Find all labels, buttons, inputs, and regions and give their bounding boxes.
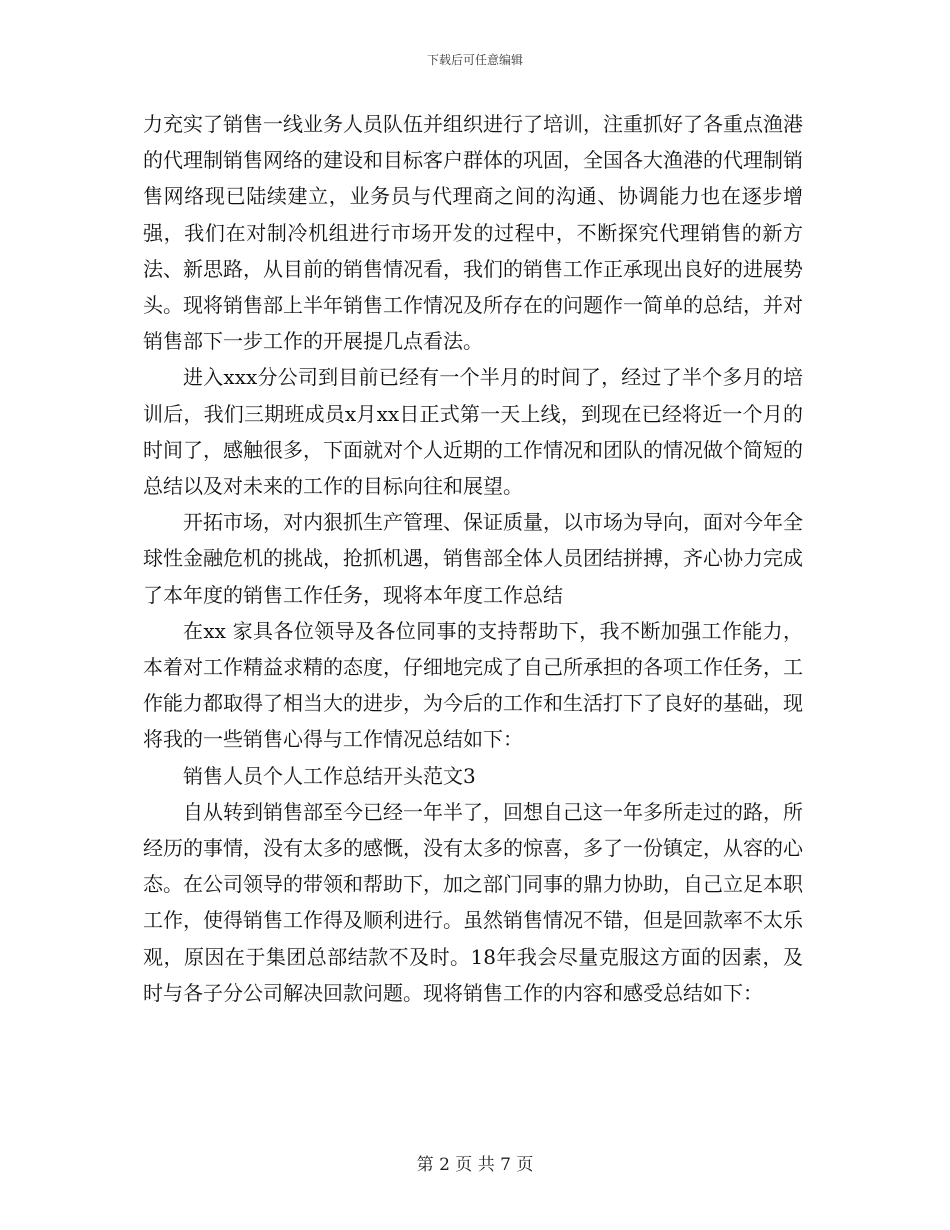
page-number-footer: 第 2 页 共 7 页 xyxy=(416,1155,534,1175)
page-header: 下载后可任意编辑 xyxy=(426,53,523,67)
section-heading: 销售人员个人工作总结开头范文3 xyxy=(183,763,476,788)
paragraph: 自从转到销售部至今已经一年半了，回想自己这一年多所走过的路，所经历的事情，没有太多的感慨，没有太多的惊喜，多了一份镇定，从容的心态。在公司领导的带领和帮助下，加之部门同事的鼎力协助，自己立足本职工作，使得销售工作得及顺利进行。虽然销售情况不错，但是回款率不太乐观，原因在于集团总部结款不及时。18年我会尽量克服这方面的因素，及时与各子分公司解决回款问题。现将销售工作的内容和感受总结如下： xyxy=(143,799,803,1005)
paragraph: 进入xxx分公司到目前已经有一个半月的时间了，经过了半个多月的培训后，我们三期班成员x月xx日正式第一天上线，到现在已经将近一个月的时间了，感触很多，下面就对个人近期的工作情况和团队的情况做个简短的总结以及对未来的工作的目标向往和展望。 xyxy=(143,365,803,499)
paragraph: 在xx 家具各位领导及各位同事的支持帮助下，我不断加强工作能力，本着对工作精益求精的态度，仔细地完成了自己所承担的各项工作任务，工作能力都取得了相当大的进步，为今后的工作和生活打下了良好的基础，现将我的一些销售心得与工作情况总结如下： xyxy=(143,618,803,752)
paragraph-continuation: 力充实了销售一线业务人员队伍并组织进行了培训，注重抓好了各重点渔港的代理制销售网络的建设和目标客户群体的巩固，全国各大渔港的代理制销售网络现已陆续建立，业务员与代理商之间的沟通、协调能力也在逐步增强，我们在对制冷机组进行市场开发的过程中，不断探究代理销售的新方法、新思路，从目前的销售情况看，我们的销售工作正承现出良好的进展势头。现将销售部上半年销售工作情况及所存在的问题作一简单的总结，并对销售部下一步工作的开展提几点看法。 xyxy=(143,112,803,354)
document-body xyxy=(143,106,803,1011)
paragraph: 开拓市场，对内狠抓生产管理、保证质量，以市场为导向，面对今年全球性金融危机的挑战，抢抓机遇，销售部全体人员团结拼搏，齐心协力完成了本年度的销售工作任务，现将本年度工作总结 xyxy=(143,510,803,607)
